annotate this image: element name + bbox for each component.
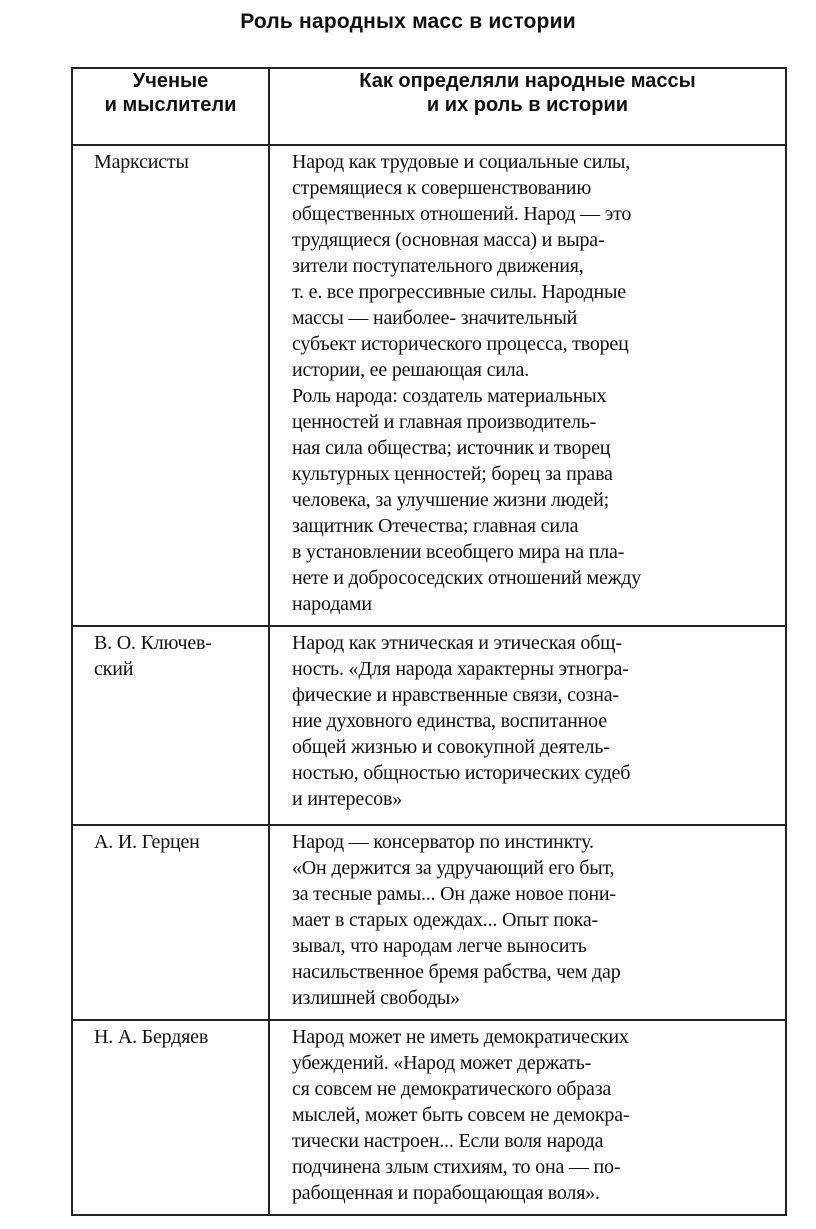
definition-line: излишней свободы» bbox=[292, 987, 460, 1009]
definition-line: в установлении всеобщего мира на пла- bbox=[292, 541, 625, 563]
definition-line: общей жизнью и совокупной деятель- bbox=[292, 736, 610, 758]
definition-line: Народ как этническая и этическая общ- bbox=[292, 632, 622, 654]
definition-line: ся совсем не демократического образа bbox=[292, 1078, 612, 1100]
definition-line: «Он держится за удручающий его быт, bbox=[292, 857, 615, 879]
definition-line: Народ как трудовые и социальные силы, bbox=[292, 151, 631, 173]
thinker-name-cell bbox=[72, 825, 269, 1020]
definition-line: ние духовного единства, воспитанное bbox=[292, 710, 607, 732]
definition-line: и интересов» bbox=[292, 788, 403, 810]
definition-cell bbox=[269, 145, 786, 626]
header-line: и их роль в истории bbox=[426, 94, 629, 116]
table-row bbox=[72, 626, 786, 825]
definition-line: ная сила общества; источник и творец bbox=[292, 437, 611, 459]
definition-line: ценностей и главная производитель- bbox=[292, 411, 597, 433]
thinker-name-line: Н. А. Бердяев bbox=[94, 1026, 209, 1048]
history-table bbox=[71, 67, 787, 1216]
table-row bbox=[72, 1020, 786, 1215]
header-thinkers bbox=[72, 68, 269, 145]
definition-line: рабощенная и порабощающая воля». bbox=[292, 1182, 600, 1204]
definition-cell bbox=[269, 626, 786, 825]
header-line: и мыслители bbox=[104, 94, 237, 116]
thinker-name-line: ский bbox=[94, 658, 134, 680]
definition-line: т. е. все прогрессивные силы. Народные bbox=[292, 281, 626, 303]
thinker-name-cell bbox=[72, 1020, 269, 1215]
definition-line: истории, ее решающая сила. bbox=[292, 359, 530, 381]
definition-line: Народ — консерватор по инстинкту. bbox=[292, 831, 594, 853]
table-body bbox=[72, 145, 786, 1215]
definition-line: нете и добрососедских отношений между bbox=[292, 567, 642, 589]
thinker-name-cell bbox=[72, 626, 269, 825]
page-title: Роль народных масс в истории bbox=[240, 10, 576, 33]
thinker-name-cell bbox=[72, 145, 269, 626]
table-row bbox=[72, 825, 786, 1020]
definition-line: защитник Отечества; главная сила bbox=[292, 515, 579, 537]
definition-line: трудящиеся (основная масса) и выра- bbox=[292, 229, 605, 251]
definition-line: стремящиеся к совершенствованию bbox=[292, 177, 592, 199]
definition-cell bbox=[269, 825, 786, 1020]
header-line: Ученые bbox=[132, 70, 209, 92]
header-row bbox=[72, 68, 786, 145]
definition-line: тически настроен... Если воля народа bbox=[292, 1130, 604, 1152]
definition-line: ность. «Для народа характерны этногра- bbox=[292, 658, 629, 680]
definition-line: Народ может не иметь демократических bbox=[292, 1026, 629, 1048]
definition-line: насильственное бремя рабства, чем дар bbox=[292, 961, 621, 983]
thinker-name-line: Марксисты bbox=[94, 151, 189, 173]
header-definition bbox=[269, 68, 786, 145]
definition-line: Роль народа: создатель материальных bbox=[292, 385, 607, 407]
definition-line: фические и нравственные связи, созна- bbox=[292, 684, 619, 706]
definition-line: за тесные рамы... Он даже новое пони- bbox=[292, 883, 616, 905]
definition-line: зывал, что народам легче выносить bbox=[292, 935, 587, 957]
definition-line: мыслей, может быть совсем не демокра- bbox=[292, 1104, 630, 1126]
definition-line: массы — наиболее- значительный bbox=[292, 307, 578, 329]
thinker-name-line: В. О. Ключев- bbox=[94, 632, 212, 654]
definition-line: ностью, общностью исторических судеб bbox=[292, 762, 631, 784]
definition-line: зители поступательного движения, bbox=[292, 255, 584, 277]
definition-line: общественных отношений. Народ — это bbox=[292, 203, 632, 225]
header-line: Как определяли народные массы bbox=[359, 70, 696, 92]
definition-line: культурных ценностей; борец за права bbox=[292, 463, 613, 485]
definition-line: народами bbox=[292, 593, 372, 615]
thinker-name-line: А. И. Герцен bbox=[94, 831, 200, 853]
definition-line: человека, за улучшение жизни людей; bbox=[292, 489, 609, 511]
definition-line: субъект исторического процесса, творец bbox=[292, 333, 629, 355]
definition-cell bbox=[269, 1020, 786, 1215]
definition-line: убеждений. «Народ может держать- bbox=[292, 1052, 592, 1074]
definition-line: мает в старых одеждах... Опыт пока- bbox=[292, 909, 598, 931]
table-row bbox=[72, 145, 786, 626]
definition-line: подчинена злым стихиям, то она — по- bbox=[292, 1156, 621, 1178]
